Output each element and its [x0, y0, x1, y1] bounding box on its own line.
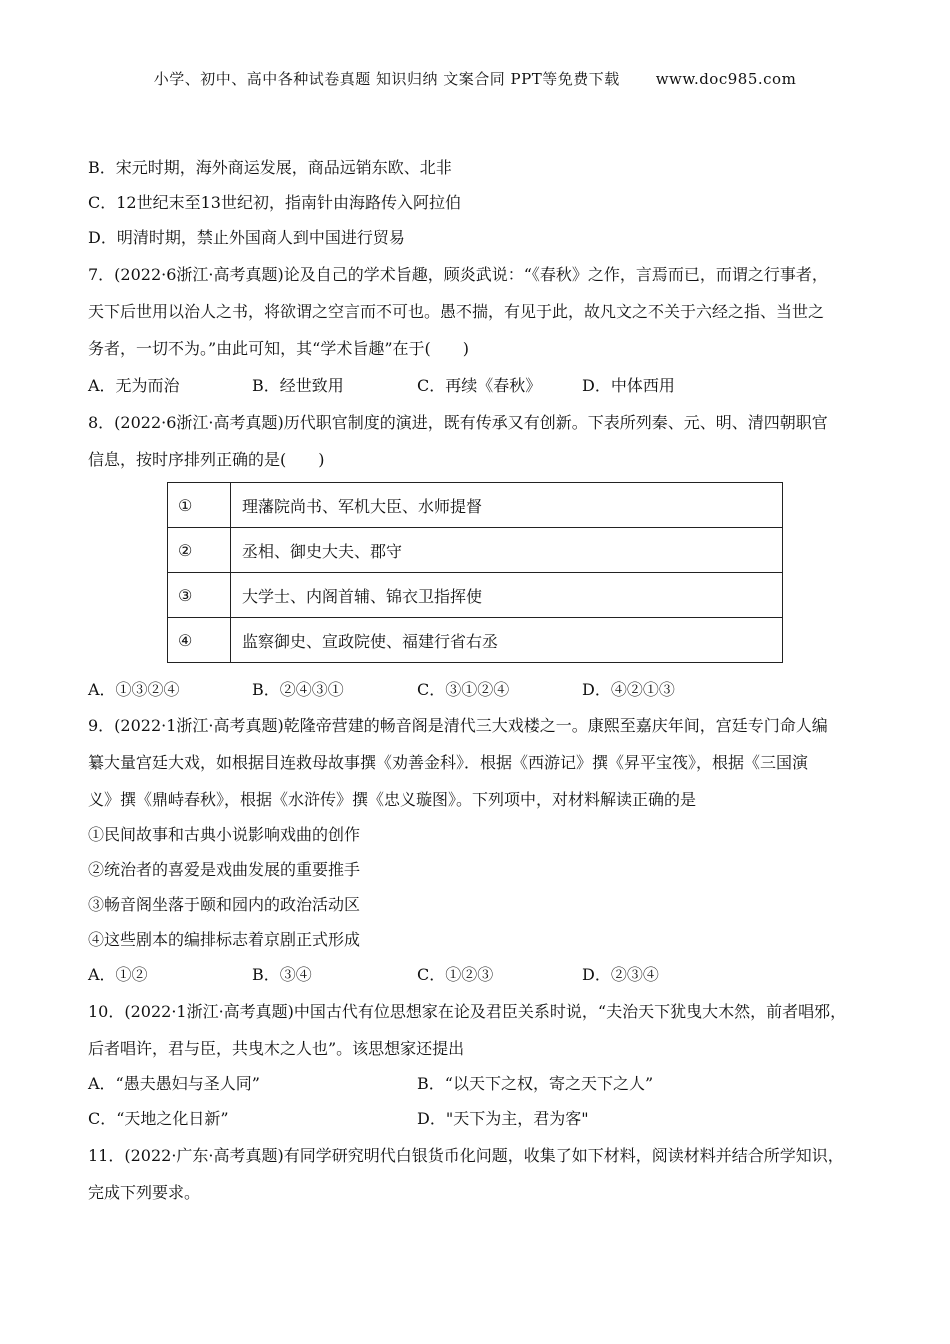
q9-item: ②统治者的喜爱是戏曲发展的重要推手: [88, 860, 361, 879]
q7-option-c: C．再续《春秋》: [417, 376, 542, 395]
q8-option-c: C．③①②④: [417, 680, 510, 699]
q10-stem-line: 10．(2022·1浙江·高考真题)中国古代有位思想家在论及君臣关系时说，“夫治天下犹曳大木然，前者唱邪，: [88, 1002, 847, 1021]
q11-stem-line: 完成下列要求。: [88, 1183, 201, 1202]
q11-stem-line: 11．(2022·广东·高考真题)有同学研究明代白银货币化问题，收集了如下材料，阅读材料并结合所学知识，: [88, 1146, 844, 1165]
q9-option-a: A．①②: [88, 965, 148, 984]
q10-option-b: B．“以天下之权，寄之天下之人”: [417, 1074, 654, 1093]
q10-option-d: D．"天下为主，君为客": [417, 1109, 589, 1128]
q10-option-c: C．“天地之化日新”: [88, 1109, 229, 1128]
q8-option-a: A．①③②④: [88, 680, 180, 699]
q8-option-d: D．④②①③: [582, 680, 675, 699]
table-cell-text: 监察御史、宣政院使、福建行省右丞: [231, 618, 783, 663]
q10-stem-line: 后者唱许，君与臣，共曳木之人也”。该思想家还提出: [88, 1039, 465, 1058]
q8-option-b: B．②④③①: [252, 680, 344, 699]
table-cell-text: 大学士、内阁首辅、锦衣卫指挥使: [231, 573, 783, 618]
q9-stem-line: 9．(2022·1浙江·高考真题)乾隆帝营建的畅音阁是清代三大戏楼之一。康熙至嘉庆年间，宫廷专门命人编: [88, 716, 828, 735]
table-cell-num: ④: [168, 618, 231, 663]
q7-stem-line: 务者，一切不为。”由此可知，其“学术旨趣”在于( ): [88, 339, 470, 358]
q9-option-c: C．①②③: [417, 965, 494, 984]
q9-item: ③畅音阁坐落于颐和园内的政治活动区: [88, 895, 361, 914]
header-site: www.doc985.com: [655, 70, 797, 88]
table-row: [168, 528, 783, 573]
q9-stem-line: 义》撰《鼎峙春秋》，根据《水浒传》撰《忠义璇图》。下列项中，对材料解读正确的是: [88, 790, 697, 809]
table-row: [168, 483, 783, 528]
q9-stem-line: 纂大量宫廷大戏，如根据目连救母故事撰《劝善金科》．根据《西游记》撰《昇平宝筏》，根据《三国演: [88, 753, 809, 772]
q10-option-a: A．“愚夫愚妇与圣人同”: [88, 1074, 260, 1093]
q7-stem-line: 天下后世用以治人之书，将欲谓之空言而不可也。愚不揣，有见于此，故凡文之不关于六经之指、当世之: [88, 302, 825, 321]
table-row: [168, 618, 783, 663]
prev-option-b: B．宋元时期，海外商运发展，商品远销东欧、北非: [88, 158, 452, 177]
q9-item: ④这些剧本的编排标志着京剧正式形成: [88, 930, 361, 949]
table-cell-num: ①: [168, 483, 231, 528]
q7-option-d: D．中体西用: [582, 376, 675, 395]
table-cell-text: 理藩院尚书、军机大臣、水师提督: [231, 483, 783, 528]
header-text: 小学、初中、高中各种试卷真题 知识归纳 文案合同 PPT等免费下载: [153, 70, 620, 88]
table-row: [168, 573, 783, 618]
q9-option-b: B．③④: [252, 965, 312, 984]
q7-option-a: A．无为而治: [88, 376, 180, 395]
prev-option-c: C．12世纪末至13世纪初，指南针由海路传入阿拉伯: [88, 193, 461, 212]
q7-option-b: B．经世致用: [252, 376, 344, 395]
table-cell-num: ③: [168, 573, 231, 618]
q8-table: [167, 482, 783, 663]
prev-option-d: D．明清时期，禁止外国商人到中国进行贸易: [88, 228, 405, 247]
q9-item: ①民间故事和古典小说影响戏曲的创作: [88, 825, 361, 844]
q9-option-d: D．②③④: [582, 965, 659, 984]
q7-stem-line: 7．(2022·6浙江·高考真题)论及自己的学术旨趣，顾炎武说：“《春秋》之作，言焉而已，而谓之行事者，: [88, 265, 828, 284]
table-cell-text: 丞相、御史大夫、郡守: [231, 528, 783, 573]
table-cell-num: ②: [168, 528, 231, 573]
page-header: [0, 68, 950, 89]
q8-stem-line: 8．(2022·6浙江·高考真题)历代职官制度的演进，既有传承又有创新。下表所列秦、元、明、清四朝职官: [88, 413, 828, 432]
q8-stem-line: 信息，按时序排列正确的是( ): [88, 450, 325, 469]
